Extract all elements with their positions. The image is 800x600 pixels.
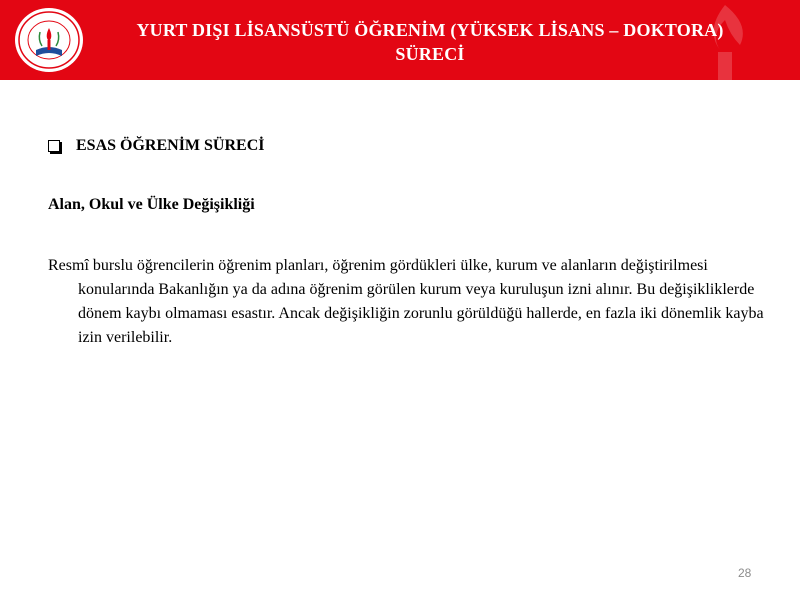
body-paragraph: Resmî burslu öğrencilerin öğrenim planları, öğrenim gördükleri ülke, kurum ve alanların değiştirilmesi konularında Bakanlığın ya da adına öğrenim görülen kurum veya kuruluşun izni alınır. Bu değişikliklerde dönem kaybı olmaması esastır. Ancak değişikliğin zorunlu görüldüğü hallerde, en fazla iki dönemlik kayba izin verilebilir. xyxy=(48,257,764,346)
page-title xyxy=(100,18,760,66)
checkbox-bullet-icon xyxy=(48,140,60,152)
title-line-1: YURT DIŞI LİSANSÜSTÜ ÖĞRENİM (YÜKSEK LİSANS – DOKTORA) xyxy=(136,20,724,40)
ministry-logo xyxy=(12,6,86,74)
page-number: 28 xyxy=(738,566,752,580)
header-banner xyxy=(0,0,800,80)
subheading: Alan, Okul ve Ülke Değişikliği xyxy=(48,196,255,213)
title-line-2: SÜRECİ xyxy=(395,44,465,64)
section-heading: ESAS ÖĞRENİM SÜRECİ xyxy=(76,137,265,154)
bullet-heading-row xyxy=(48,137,264,155)
